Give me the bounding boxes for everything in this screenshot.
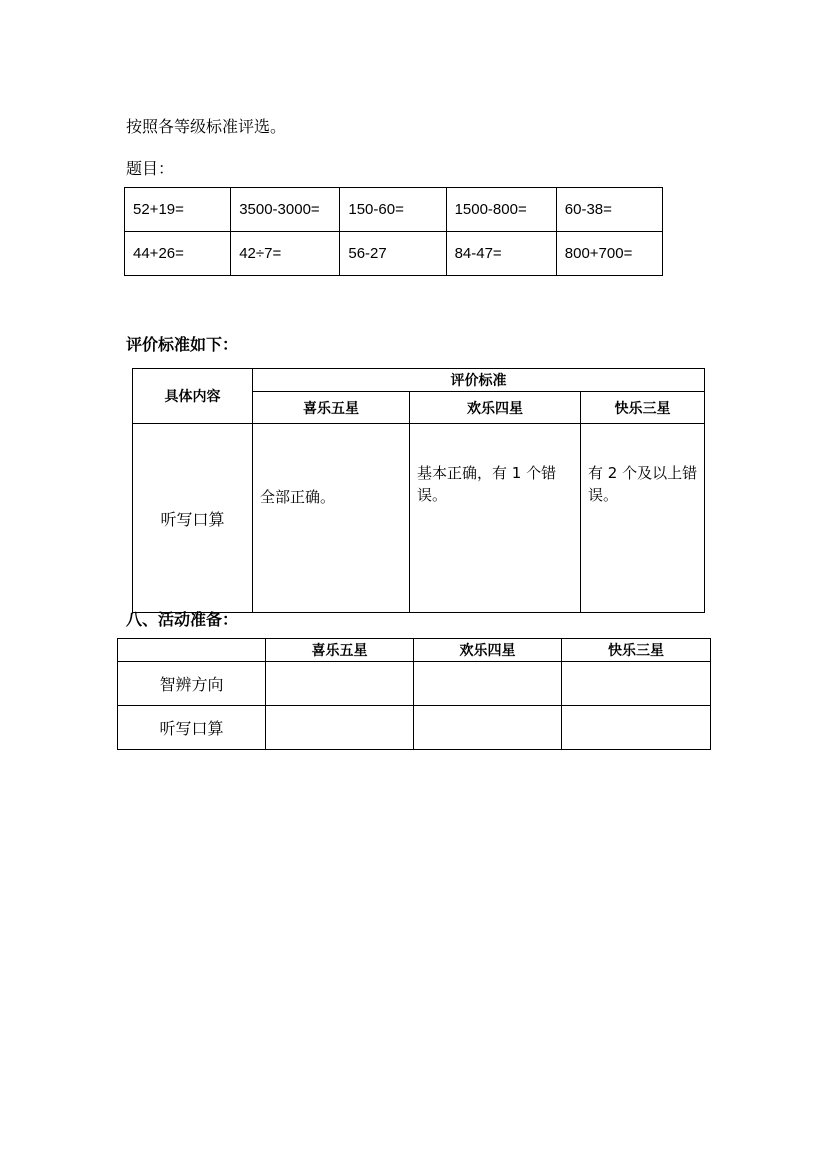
empty-cell: [562, 662, 711, 706]
table-row: [118, 639, 711, 662]
question-cell: 44+26=: [125, 232, 231, 276]
question-cell: 42÷7=: [231, 232, 340, 276]
prep-table: [117, 638, 711, 750]
criteria-desc: 基本正确，有 1 个错误。: [410, 424, 581, 613]
row-label: 听写口算: [133, 424, 253, 613]
empty-cell: [414, 706, 562, 750]
level-four-star: 欢乐四星: [410, 392, 581, 424]
empty-cell: [266, 662, 414, 706]
level-three-star: 快乐三星: [581, 392, 705, 424]
empty-cell: [562, 706, 711, 750]
table-row: [118, 662, 711, 706]
criteria-heading: 评价标准如下：: [126, 335, 239, 354]
row-label: 智辨方向: [118, 662, 266, 706]
question-cell: 150-60=: [340, 188, 446, 232]
header-blank: [118, 639, 266, 662]
table-row: [133, 424, 705, 613]
question-cell: 800+700=: [556, 232, 662, 276]
criteria-desc: 全部正确。: [253, 424, 410, 613]
question-cell: 84-47=: [446, 232, 556, 276]
level-four-star: 欢乐四星: [414, 639, 562, 662]
question-cell: 52+19=: [125, 188, 231, 232]
questions-heading: 题目：: [126, 159, 175, 178]
level-five-star: 喜乐五星: [253, 392, 410, 424]
empty-cell: [414, 662, 562, 706]
intro-text: 按照各等级标准评选。: [126, 117, 287, 136]
question-cell: 56-27: [340, 232, 446, 276]
table-row: [133, 369, 705, 392]
row-label: 听写口算: [118, 706, 266, 750]
question-cell: 1500-800=: [446, 188, 556, 232]
criteria-desc: 有 2 个及以上错误。: [581, 424, 705, 613]
header-standard: 评价标准: [253, 369, 705, 392]
level-five-star: 喜乐五星: [266, 639, 414, 662]
question-cell: 3500-3000=: [231, 188, 340, 232]
level-three-star: 快乐三星: [562, 639, 711, 662]
question-cell: 60-38=: [556, 188, 662, 232]
empty-cell: [266, 706, 414, 750]
table-row: [125, 188, 663, 232]
table-row: [125, 232, 663, 276]
questions-table: [124, 187, 663, 276]
table-row: [118, 706, 711, 750]
header-content: 具体内容: [133, 369, 253, 424]
criteria-table: [132, 368, 705, 613]
prep-heading: 八、活动准备：: [126, 610, 239, 629]
